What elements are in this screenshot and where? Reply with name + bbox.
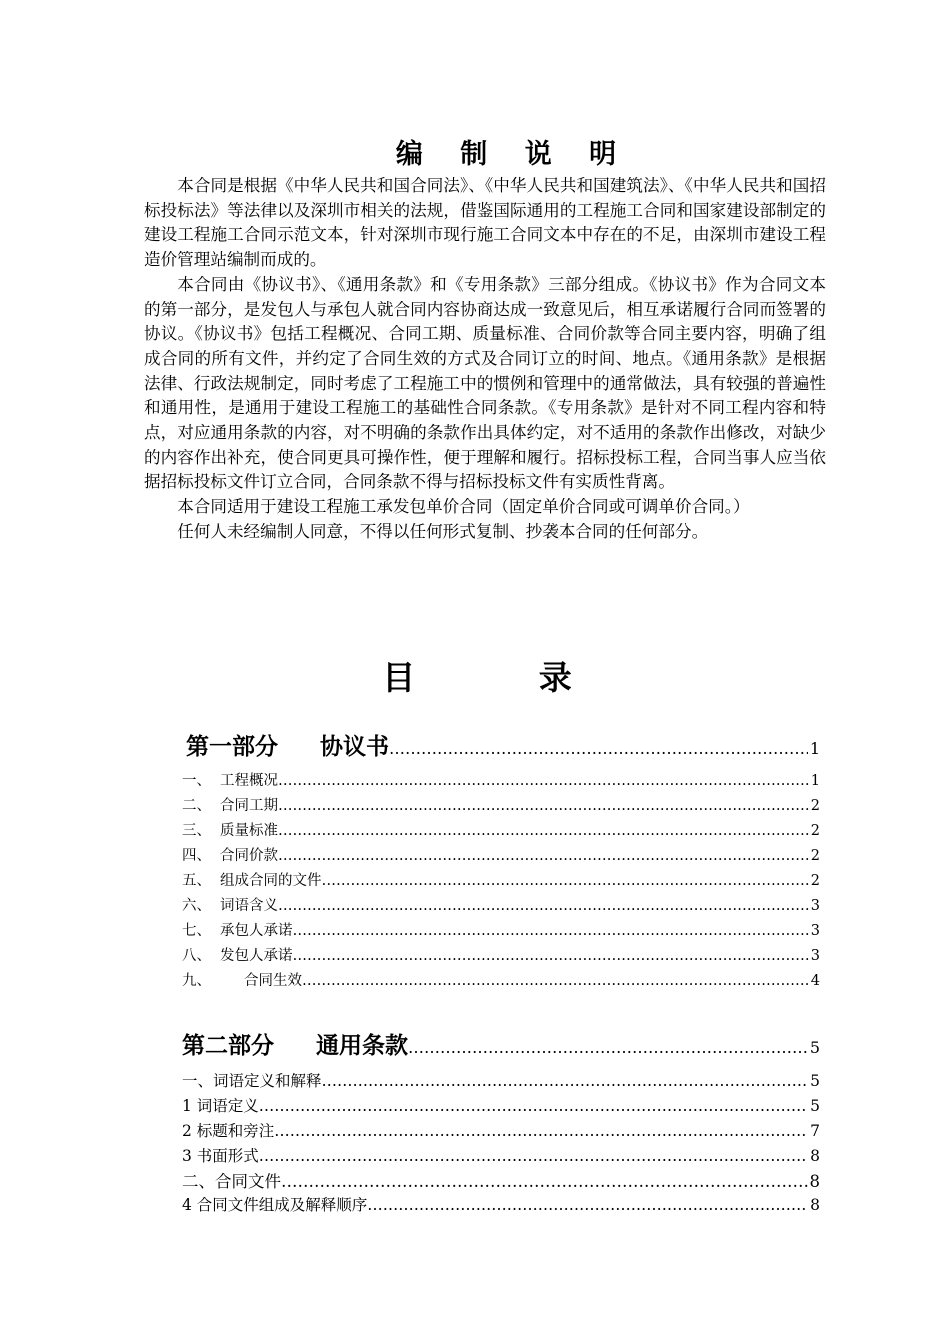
toc-leader <box>278 848 809 864</box>
toc-page-number: 3 <box>810 923 820 939</box>
toc-leader <box>293 923 809 939</box>
toc-leader <box>281 1172 808 1191</box>
toc-item-number: 九、 <box>182 973 211 989</box>
toc-item[interactable] <box>182 1168 820 1192</box>
toc-item-number: 七、 <box>182 923 211 939</box>
toc-page-number: 2 <box>810 873 820 889</box>
toc-page-number: 8 <box>810 1196 820 1214</box>
intro-paragraph: 本合同是根据《中华人民共和国合同法》、《中华人民共和国建筑法》、《中华人民共和国招标投标法》等法律以及深圳市相关的法规，借鉴国际通用的工程施工合同和国家建设部制定的建设工程施工合同示范文本，针对深圳市现行施工合同文本中存在的不足，由深圳市建设工程造价管理站编制而成的。 <box>144 176 826 270</box>
toc-item-label: 一、词语定义和解释 <box>182 1072 322 1090</box>
toc-leader <box>274 1122 808 1140</box>
toc-item-label: 1 词语定义 <box>182 1097 259 1115</box>
toc-item[interactable] <box>182 1094 820 1116</box>
toc-item-number: 一、 <box>182 773 211 789</box>
toc-page-number: 2 <box>810 798 820 814</box>
toc-page-number: 1 <box>810 773 820 789</box>
toc-item-number: 六、 <box>182 898 211 914</box>
toc-item-label: 发包人承诺 <box>220 948 293 964</box>
toc-leader <box>259 1097 808 1115</box>
toc-leader <box>278 823 809 839</box>
toc-page-number: 5 <box>810 1072 820 1090</box>
toc-part-1[interactable] <box>186 728 820 761</box>
toc-part-label: 第二部分 通用条款 <box>182 1033 408 1059</box>
toc-item-number: 五、 <box>182 873 211 889</box>
toc-part-label: 第一部分 协议书 <box>186 734 389 760</box>
toc-item-label: 承包人承诺 <box>220 923 293 939</box>
toc-item-label: 组成合同的文件 <box>220 873 322 889</box>
toc-page-number: 2 <box>810 848 820 864</box>
page-title: 编 制 说 明 <box>395 139 631 170</box>
toc-page-number: 1 <box>809 739 820 758</box>
intro-paragraph: 任何人未经编制人同意，不得以任何形式复制、抄袭本合同的任何部分。 <box>177 521 709 541</box>
toc-item[interactable] <box>182 969 820 990</box>
toc-item[interactable] <box>182 794 820 815</box>
toc-item-label: 合同生效 <box>244 973 302 989</box>
toc-leader <box>259 1147 808 1165</box>
toc-item-label: 合同价款 <box>220 848 278 864</box>
toc-item[interactable] <box>182 1144 820 1166</box>
toc-item[interactable] <box>182 819 820 840</box>
toc-title: 目 录 <box>382 658 628 697</box>
toc-leader <box>278 798 809 814</box>
toc-item-number: 八、 <box>182 948 211 964</box>
toc-page-number: 4 <box>810 973 820 989</box>
toc-leader <box>278 773 809 789</box>
toc-leader <box>293 948 809 964</box>
toc-item-label: 2 标题和旁注 <box>182 1122 275 1140</box>
toc-item[interactable] <box>182 1193 820 1215</box>
toc-leader <box>322 1072 809 1090</box>
toc-page-number: 5 <box>810 1097 820 1115</box>
toc-page-number: 7 <box>810 1122 820 1140</box>
toc-page-number: 3 <box>810 948 820 964</box>
toc-item-label: 质量标准 <box>220 823 278 839</box>
toc-leader <box>408 1038 808 1057</box>
toc-page-number: 5 <box>809 1038 820 1057</box>
toc-leader <box>278 898 809 914</box>
toc-leader <box>367 1196 808 1214</box>
toc-item-label: 3 书面形式 <box>182 1147 259 1165</box>
toc-item-label: 二、合同文件 <box>182 1172 281 1191</box>
toc-item-number: 三、 <box>182 823 211 839</box>
toc-leader <box>322 873 809 889</box>
toc-item-number: 二、 <box>182 798 211 814</box>
intro-paragraph: 本合同适用于建设工程施工承发包单价合同（固定单价合同或可调单价合同。） <box>177 497 750 517</box>
toc-leader <box>302 973 809 989</box>
toc-item[interactable] <box>182 1119 820 1141</box>
toc-page-number: 3 <box>810 898 820 914</box>
toc-item-label: 工程概况 <box>220 773 278 789</box>
toc-item[interactable] <box>182 844 820 865</box>
toc-item-number: 四、 <box>182 848 211 864</box>
intro-section <box>144 174 826 545</box>
toc-item[interactable] <box>182 919 820 940</box>
toc-page-number: 8 <box>810 1147 820 1165</box>
toc-item-label: 合同工期 <box>220 798 278 814</box>
toc-leader <box>389 739 808 758</box>
toc-item[interactable] <box>182 944 820 965</box>
toc-item[interactable] <box>182 1069 820 1091</box>
toc-page-number: 2 <box>810 823 820 839</box>
toc-part-2[interactable] <box>182 1027 820 1060</box>
intro-paragraph: 本合同由《协议书》、《通用条款》和《专用条款》三部分组成。《协议书》作为合同文本的第一部分，是发包人与承包人就合同内容协商达成一致意见后，相互承诺履行合同而签署的协议。《协议书》包括工程概况、合同工期、质量标准、合同价款等合同主要内容，明确了组成合同的所有文件，并约定了合同生效的方式及合同订立的时间、地点。《通用条款》是根据法律、行政法规制定，同时考虑了工程施工中的惯例和管理中的通常做法，具有较强的普遍性和通用性，是通用于建设工程施工的基础性合同条款。《专用条款》是针对不同工程内容和特点，对应通用条款的内容，对不明确的条款作出具体约定，对不适用的条款作出修改，对缺少的内容作出补充，使合同更具可操作性，便于理解和履行。招标投标工程，合同当事人应当依据招标投标文件订立合同，合同条款不得与招标投标文件有实质性背离。 <box>144 274 826 492</box>
toc-item[interactable] <box>182 769 820 790</box>
toc-item-label: 4 合同文件组成及解释顺序 <box>182 1196 368 1214</box>
toc-item[interactable] <box>182 894 820 915</box>
toc-page-number: 8 <box>809 1172 820 1191</box>
toc-item-label: 词语含义 <box>220 898 278 914</box>
toc-item[interactable] <box>182 869 820 890</box>
